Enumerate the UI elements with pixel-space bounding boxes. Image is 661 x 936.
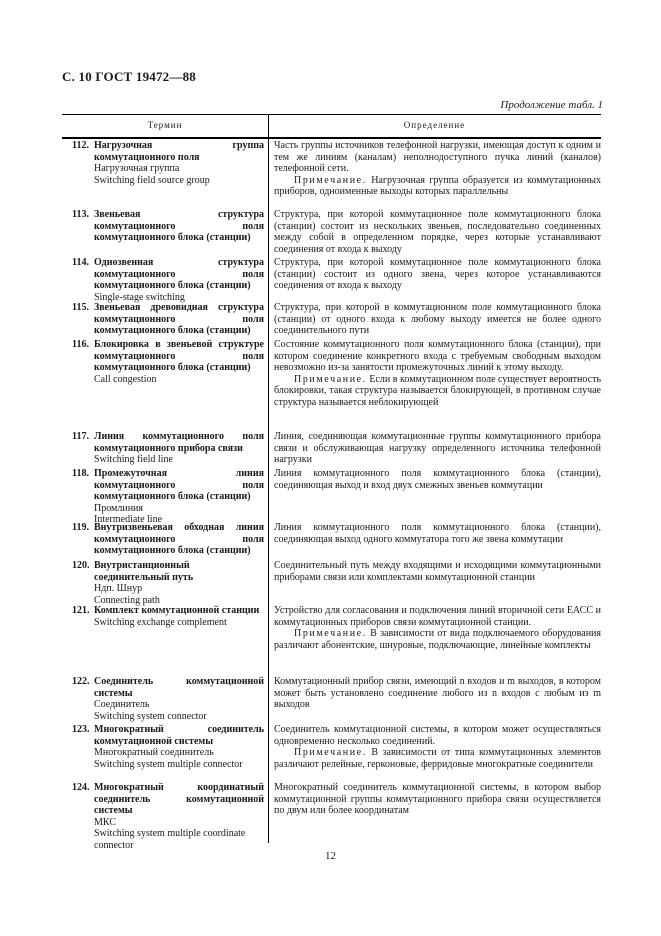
term-synonym: Switching system multiple coordinate connector (94, 828, 246, 851)
term-cell (62, 302, 264, 337)
definition-text: Линия, соединяющая коммутационные группы коммутационного прибора связи и обслуживающая нагрузку определенного источника телефонной нагрузки (274, 431, 601, 465)
term-cell (62, 468, 264, 526)
definition-text: Устройство для согласования и подключения линий вторичной сети ЕАСС и коммутационных приборов связи коммутационной станции. (274, 605, 601, 628)
term-synonym: Connecting path (94, 594, 160, 606)
term-cell (62, 522, 264, 557)
term-cell (62, 676, 264, 722)
term-synonym: Switching exchange complement (94, 616, 227, 628)
definition-cell (274, 140, 601, 198)
note-label: Примечание. (294, 174, 367, 186)
term-number: 116. (72, 339, 89, 350)
page-number: 12 (325, 850, 336, 862)
term-cell (62, 339, 264, 385)
definition-text: Состояние коммутационного поля коммутационного блока (станции), при котором соединение конкретного входа с требуемым свободным выходом невозможно из-за занятости промежуточных линий к этому выходу. (274, 339, 601, 373)
page-header: С. 10 ГОСТ 19472—88 (62, 69, 196, 84)
definition-note (274, 628, 601, 651)
term-name: Комплект коммутационной станции (94, 605, 260, 616)
term-name: Блокировка в звеньевой структуре коммутационного поля коммутационного блока (станции) (94, 339, 264, 373)
definition-note (274, 374, 601, 409)
term-synonym: МКС (94, 816, 116, 828)
term-cell (62, 209, 264, 244)
term-name: Внутристанционный соединительный путь (94, 560, 194, 583)
definition-note (274, 747, 601, 770)
term-number: 118. (72, 468, 89, 479)
term-name: Нагрузочная группа коммутационного поля (94, 140, 264, 163)
term-synonym: Switching field line (94, 454, 173, 465)
definition-cell (274, 257, 601, 292)
term-cell (62, 257, 264, 303)
term-synonym: Нагрузочная группа (94, 163, 180, 174)
term-name: Линия коммутационного поля коммутационного прибора связи (94, 431, 264, 454)
table-header (62, 114, 601, 139)
term-synonym: Ндп. Шнур (94, 583, 143, 594)
term-synonym: Intermediate line (94, 514, 163, 525)
term-number: 119. (72, 522, 89, 533)
term-number: 121. (72, 605, 90, 616)
definition-text: Структура, при которой в коммутационном поле коммутационного блока (станции) от одного входа к любому выходу имеется не более одного соединительного пути (274, 302, 601, 336)
definition-text: Структура, при которой коммутационное поле коммутационного блока (станции) состоит из нескольких звеньев, последовательно соединенных между собой в определенном порядке, через которые устанавливают соединения от входа к выходу (274, 209, 601, 255)
definition-text: Коммутационный прибор связи, имеющий n входов и m выходов, в котором может быть установлено соединение любого из n входов с любым из m выходов (274, 676, 601, 710)
definition-cell (274, 339, 601, 408)
term-number: 112. (72, 140, 89, 151)
term-name: Звеньевая древовидная структура коммутационного поля коммутационного блока (станции) (94, 302, 264, 336)
term-synonym: Call congestion (94, 373, 157, 385)
term-synonym: Соединитель (94, 699, 150, 710)
term-synonym: Switching system connector (94, 710, 207, 722)
definition-text: Многократный соединитель коммутационной системы, в котором выбор коммутационной группы коммутационного прибора связи осуществляется по двум или более координатам (274, 782, 601, 816)
table-continuation: Продолжение табл. 1 (500, 99, 603, 111)
definition-cell (274, 302, 601, 337)
term-synonym: Switching field source group (94, 174, 210, 186)
term-synonym: Многократный соединитель (94, 747, 214, 758)
column-divider (268, 137, 269, 843)
term-number: 117. (72, 431, 89, 442)
term-synonym: Switching system multiple connector (94, 758, 243, 770)
definition-text: Линия коммутационного поля коммутационного блока (станции), соединяющая выход одного коммутатора того же звена коммутации (274, 522, 601, 545)
definition-cell (274, 605, 601, 651)
note-text: В зависимости от вида подключаемого оборудования различают абонентские, шнуровые, подключающие, линейные комплекты (274, 628, 601, 651)
term-cell (62, 782, 264, 851)
term-cell (62, 724, 264, 770)
column-header-term: Термин (147, 120, 183, 130)
definition-text: Структура, при которой коммутационное поле коммутационного блока (станции) состоит из одного звена, через которое устанавливаются соединения от входа к выходу (274, 257, 601, 291)
term-number: 113. (72, 209, 89, 220)
definition-text: Часть группы источников телефонной нагрузки, имеющая доступ к одним и тем же линиям (каналам) неполнодоступного пучка линий (каналов) телефонной сети. (274, 140, 601, 174)
term-synonym: Single-stage switching (94, 291, 185, 303)
term-name: Многократный соединитель коммутационной системы (94, 724, 264, 747)
term-name: Многократный координатный соединитель коммутационной системы (94, 782, 264, 816)
term-cell (62, 605, 264, 628)
note-label: Примечание. (294, 373, 367, 385)
note-text: Если в коммутационном поле существует вероятность блокировки, такая структура называется блокирующей, в противном случае структура называется неблокирующей (274, 373, 602, 408)
term-name: Промежуточная линия коммутационного поля коммутационного блока (станции) (94, 468, 264, 502)
term-number: 123. (72, 724, 90, 735)
definition-cell (274, 522, 601, 545)
definition-cell (274, 676, 601, 711)
definition-cell (274, 431, 601, 466)
definition-cell (274, 782, 601, 817)
term-cell (62, 560, 264, 606)
column-header-definition: Определение (403, 120, 466, 130)
term-number: 120. (72, 560, 90, 571)
term-name: Однозвенная структура коммутационного поля коммутационного блока (станции) (94, 257, 264, 291)
term-number: 122. (72, 676, 90, 687)
note-text: В зависимости от типа коммутационных элементов различают релейные, герконовые, ферридовые многократные соединители (274, 747, 601, 770)
term-name: Соединитель коммутационной системы (94, 676, 264, 699)
note-label: Примечание. (294, 628, 367, 639)
term-number: 115. (72, 302, 89, 313)
definition-note (274, 175, 601, 198)
term-name: Внутризвеньевая обходная линия коммутационного поля коммутационного блока (станции) (94, 522, 264, 556)
definition-text: Соединитель коммутационной системы, в котором может осуществляться одновременно несколько соединений. (274, 724, 601, 747)
note-label: Примечание. (294, 747, 367, 758)
term-cell (62, 140, 264, 186)
term-cell (62, 431, 264, 466)
term-number: 124. (72, 782, 90, 793)
definition-cell (274, 560, 601, 583)
term-synonym: Промлиния (94, 502, 144, 514)
term-name: Звеньевая структура коммутационного поля коммутационного блока (станции) (94, 209, 264, 243)
definition-text: Линия коммутационного поля коммутационного блока (станции), соединяющая выход и вход двух смежных звеньев коммутации (274, 468, 601, 491)
definition-cell (274, 724, 601, 770)
term-number: 114. (72, 257, 89, 268)
note-text: Нагрузочная группа образуется из коммутационных приборов, одноименные выходы которых параллельны (274, 174, 601, 197)
definition-text: Соединительный путь между входящими и исходящими коммутационными приборами связи или комплектами коммутационной станции (274, 560, 601, 583)
definition-cell (274, 209, 601, 255)
definition-cell (274, 468, 601, 491)
